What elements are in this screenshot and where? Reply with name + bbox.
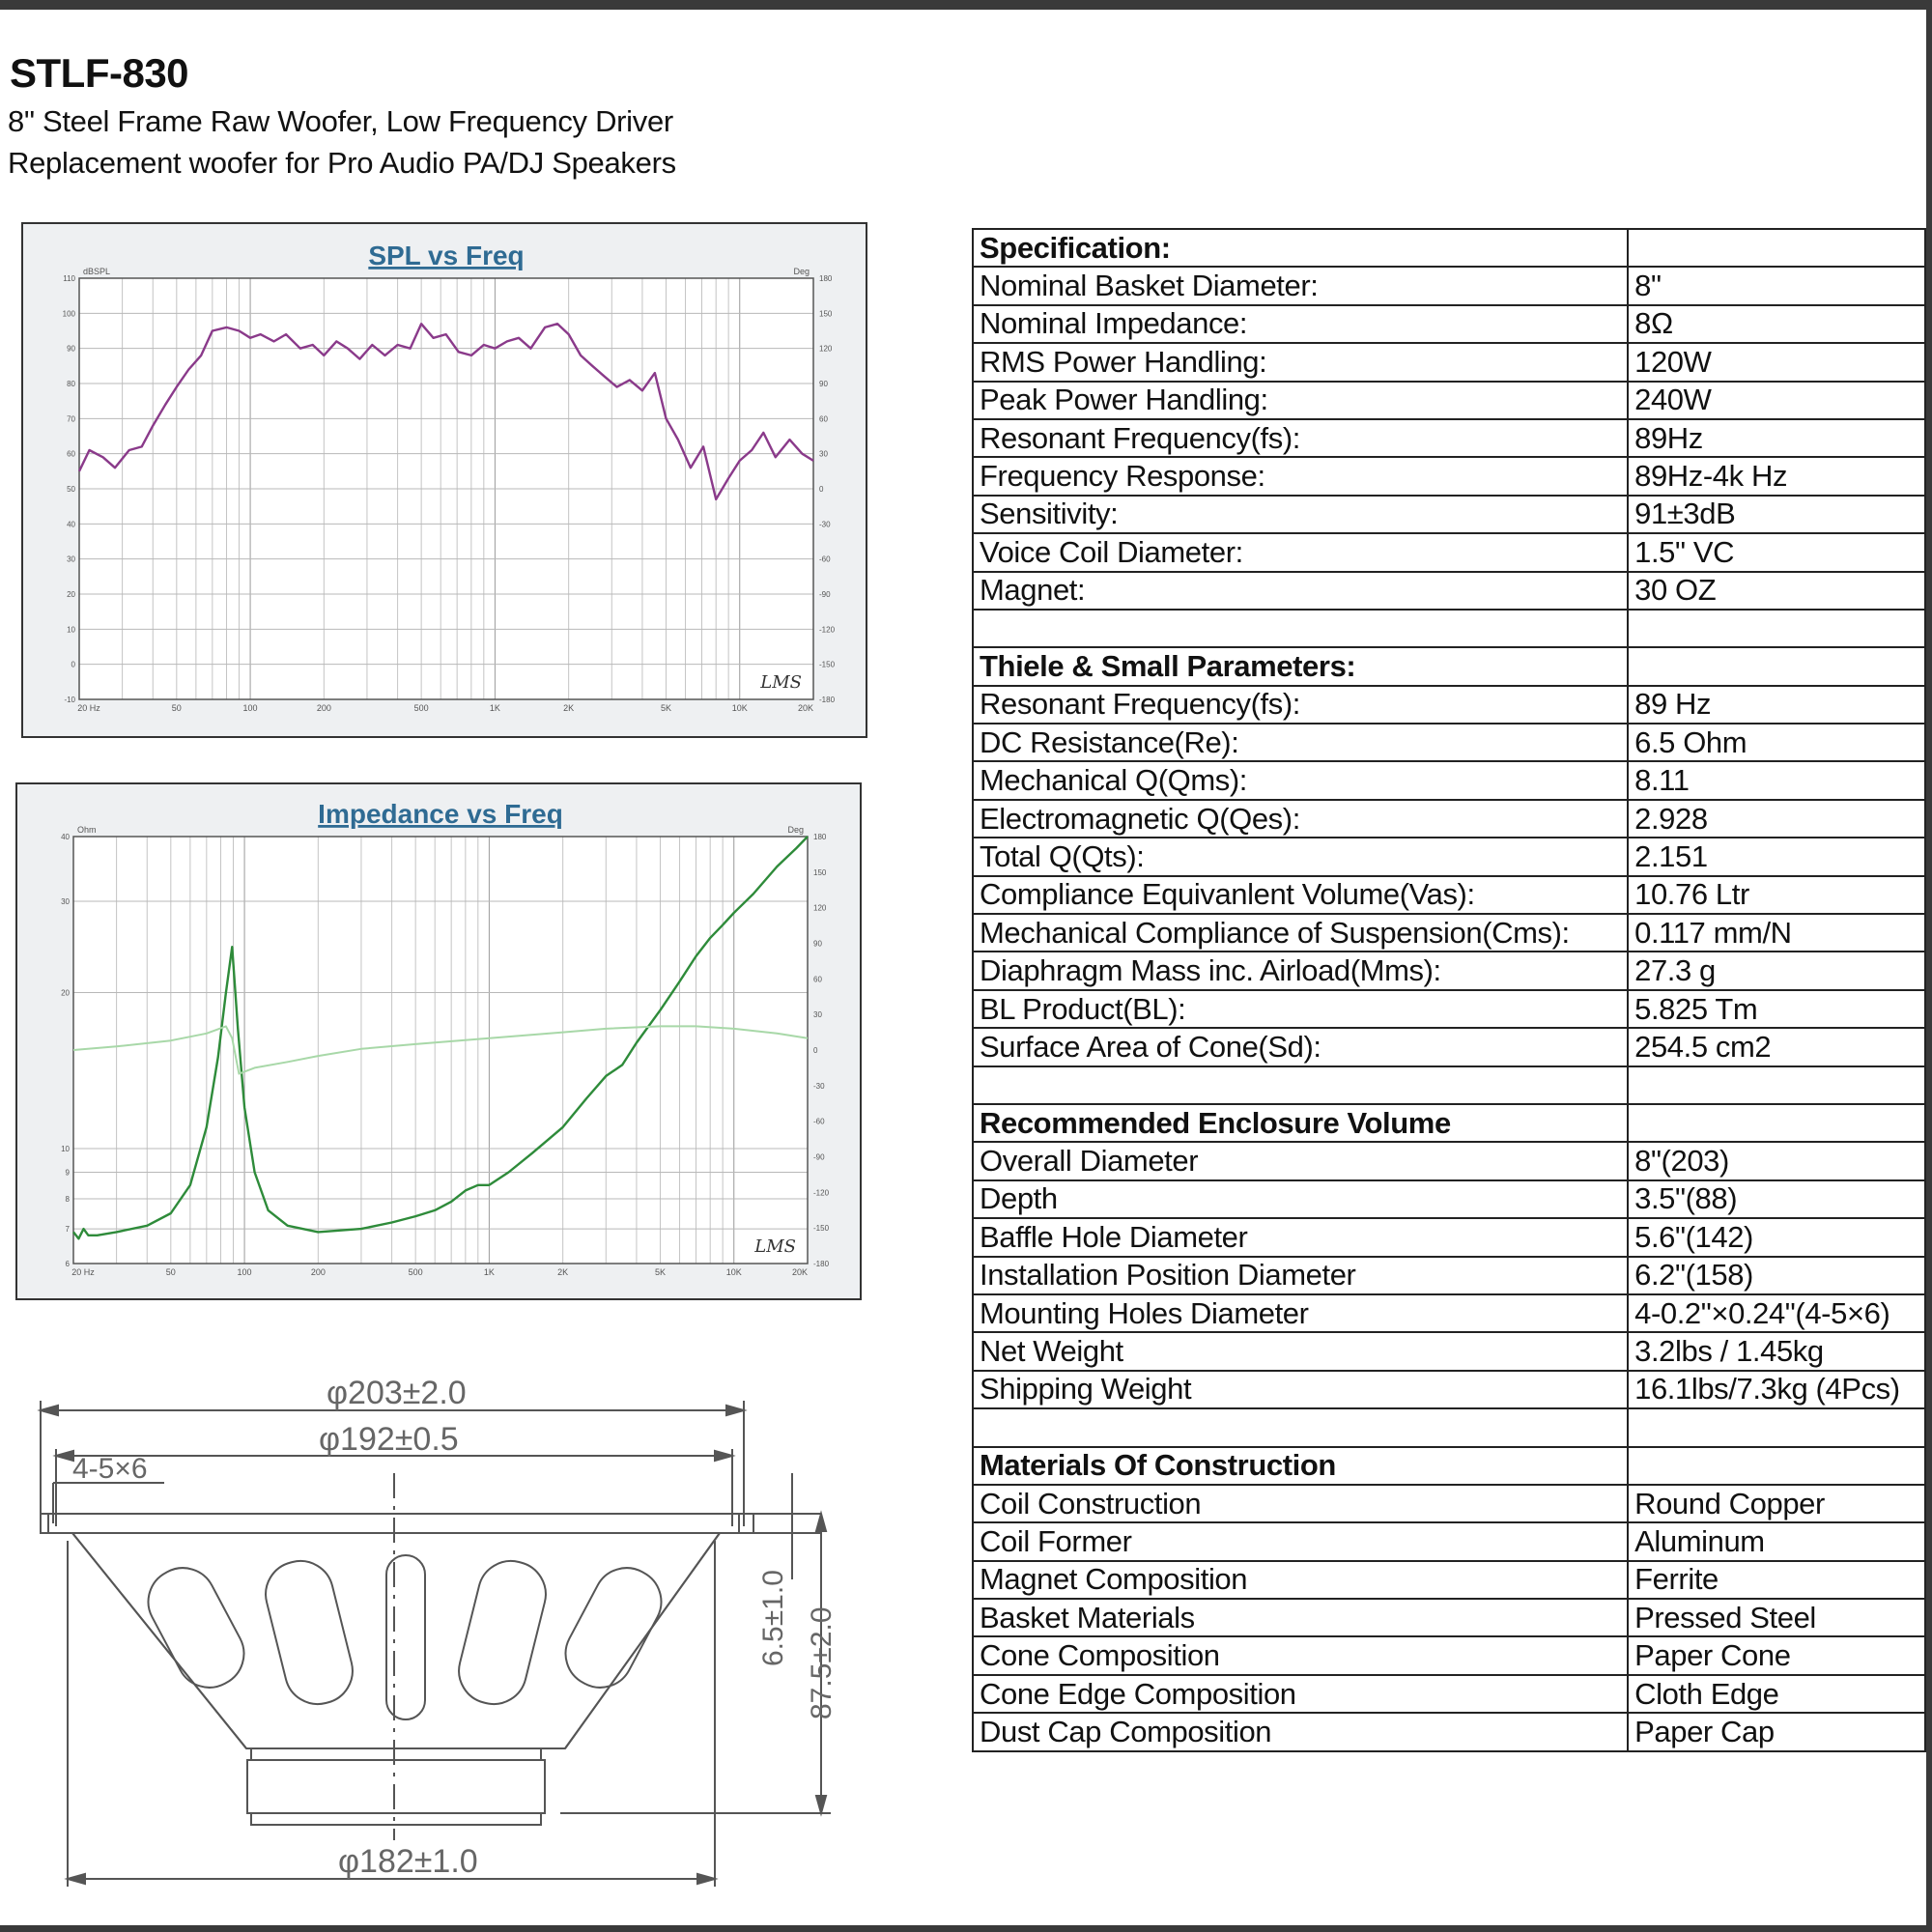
x-tick-label: 5K: [660, 703, 671, 713]
x-tick-label: 500: [413, 703, 429, 713]
y2-tick-label: 180: [813, 833, 827, 841]
y-tick-label: 20: [61, 988, 70, 998]
y-tick-label: 7: [65, 1225, 70, 1235]
spec-value: 91±3dB: [1628, 496, 1925, 533]
x-tick-label: 1K: [483, 1267, 495, 1277]
y-tick-label: 8: [65, 1194, 70, 1204]
spec-row: [973, 610, 1925, 647]
spec-label: Frequency Response:: [973, 457, 1628, 495]
x-tick-label: 5K: [654, 1267, 666, 1277]
spec-row: [973, 724, 1925, 761]
spec-row: [973, 343, 1925, 381]
spec-value: 89 Hz: [1628, 686, 1925, 724]
spec-row: [973, 1408, 1925, 1446]
y-axis-unit: dBSPL: [83, 267, 111, 276]
y-tick-label: 30: [61, 897, 70, 907]
spec-row: [973, 533, 1925, 571]
spec-label: Sensitivity:: [973, 496, 1628, 533]
x-tick-label: 1K: [489, 703, 500, 713]
spec-label: Diaphragm Mass inc. Airload(Mms):: [973, 952, 1628, 989]
model-title: STLF-830: [10, 50, 189, 96]
spec-value: Cloth Edge: [1628, 1675, 1925, 1713]
spec-row: [973, 1257, 1925, 1294]
spec-label: Coil Former: [973, 1522, 1628, 1560]
spec-row: [973, 382, 1925, 419]
spec-value: 8"(203): [1628, 1142, 1925, 1179]
spec-value: 89Hz-4k Hz: [1628, 457, 1925, 495]
spec-row: [973, 1028, 1925, 1065]
y-tick-label: 40: [67, 520, 75, 529]
spec-value: [1628, 610, 1925, 647]
spec-value: 2.928: [1628, 800, 1925, 838]
spec-label: Specification:: [973, 229, 1628, 267]
spec-row: [973, 914, 1925, 952]
spec-row: [973, 952, 1925, 989]
spec-row: [973, 1522, 1925, 1560]
spec-row: [973, 838, 1925, 875]
spec-label: Mechanical Compliance of Suspension(Cms):: [973, 914, 1628, 952]
spec-label: Magnet Composition: [973, 1561, 1628, 1599]
y2-tick-label: -120: [813, 1188, 830, 1198]
spec-row: [973, 876, 1925, 914]
spec-row: [973, 1180, 1925, 1218]
spec-label: Voice Coil Diameter:: [973, 533, 1628, 571]
y2-tick-label: 60: [813, 975, 822, 984]
spec-row: [973, 1371, 1925, 1408]
y2-tick-label: 180: [819, 274, 833, 283]
x-tick-label: 500: [408, 1267, 423, 1277]
spec-row: [973, 1294, 1925, 1332]
spec-label: BL Product(BL):: [973, 990, 1628, 1028]
spec-value: 16.1lbs/7.3kg (4Pcs): [1628, 1371, 1925, 1408]
y-tick-label: -10: [64, 696, 75, 704]
spec-value: Round Copper: [1628, 1485, 1925, 1522]
y-axis-unit: Ohm: [77, 825, 97, 835]
y-tick-label: 20: [67, 590, 75, 599]
spec-value: [1628, 1408, 1925, 1446]
spec-label: Nominal Impedance:: [973, 305, 1628, 343]
spec-section-header: [973, 229, 1925, 267]
lms-watermark: LMS: [754, 1236, 796, 1257]
spec-value: Aluminum: [1628, 1522, 1925, 1560]
spec-label: Compliance Equivanlent Volume(Vas):: [973, 876, 1628, 914]
y-tick-label: 0: [71, 660, 75, 669]
spec-label: Peak Power Handling:: [973, 382, 1628, 419]
spec-label: Net Weight: [973, 1332, 1628, 1370]
y2-tick-label: -60: [819, 554, 831, 564]
spec-row: [973, 572, 1925, 610]
spec-value: 0.117 mm/N: [1628, 914, 1925, 952]
spl-chart-panel: [21, 222, 867, 738]
y2-tick-label: -120: [819, 625, 836, 635]
spec-value: [1628, 647, 1925, 685]
x-tick-label: 200: [316, 703, 331, 713]
x-tick-label: 10K: [731, 703, 748, 713]
subtitle-line-2: Replacement woofer for Pro Audio PA/DJ Speakers: [8, 146, 676, 180]
spec-value: Paper Cone: [1628, 1636, 1925, 1674]
spec-row: [973, 990, 1925, 1028]
y2-tick-label: 30: [819, 449, 828, 459]
spec-row: [973, 457, 1925, 495]
x-tick-label: 200: [310, 1267, 326, 1277]
spec-label: Surface Area of Cone(Sd):: [973, 1028, 1628, 1065]
spec-label: Cone Edge Composition: [973, 1675, 1628, 1713]
spec-row: [973, 1485, 1925, 1522]
spec-row: [973, 761, 1925, 799]
y-tick-label: 50: [67, 485, 75, 494]
x-tick-label: 2K: [563, 703, 575, 713]
y-tick-label: 70: [67, 414, 75, 424]
impedance-chart-panel: [15, 782, 862, 1300]
y2-tick-label: -30: [819, 520, 831, 529]
x-tick-label: 20 Hz: [77, 703, 100, 713]
spec-value: 4-0.2"×0.24"(4-5×6): [1628, 1294, 1925, 1332]
spec-value: 254.5 cm2: [1628, 1028, 1925, 1065]
y2-tick-label: 30: [813, 1010, 822, 1020]
spec-value: Ferrite: [1628, 1561, 1925, 1599]
x-tick-label: 20K: [797, 703, 813, 713]
chart-title: Impedance vs Freq: [318, 799, 563, 829]
y2-tick-label: -90: [813, 1152, 825, 1162]
x-tick-label: 100: [237, 1267, 252, 1277]
spec-label: Total Q(Qts):: [973, 838, 1628, 875]
spec-value: [1628, 1066, 1925, 1104]
plot-area: [73, 837, 808, 1264]
x-tick-label: 2K: [557, 1267, 569, 1277]
y2-tick-label: 0: [813, 1046, 818, 1055]
dim-overall-depth: 87.5±2.0: [806, 1606, 838, 1719]
spec-label: Installation Position Diameter: [973, 1257, 1628, 1294]
spec-value: 3.2lbs / 1.45kg: [1628, 1332, 1925, 1370]
y-tick-label: 10: [67, 625, 75, 635]
spec-label: Recommended Enclosure Volume: [973, 1104, 1628, 1142]
spec-label: RMS Power Handling:: [973, 343, 1628, 381]
spec-value: 8": [1628, 267, 1925, 304]
spec-label: Mechanical Q(Qms):: [973, 761, 1628, 799]
x-tick-label: 50: [171, 703, 182, 713]
spec-value: [1628, 229, 1925, 267]
spec-label: Cone Composition: [973, 1636, 1628, 1674]
spec-label: Resonant Frequency(fs):: [973, 419, 1628, 457]
spec-row: [973, 1675, 1925, 1713]
spec-value: 27.3 g: [1628, 952, 1925, 989]
woofer-dimension-drawing: [19, 1357, 840, 1898]
y2-tick-label: -180: [813, 1260, 830, 1268]
spec-value: 8.11: [1628, 761, 1925, 799]
spec-label: Dust Cap Composition: [973, 1713, 1628, 1750]
x-tick-label: 100: [242, 703, 258, 713]
spec-value: 6.2"(158): [1628, 1257, 1925, 1294]
spec-value: 240W: [1628, 382, 1925, 419]
spec-row: [973, 1332, 1925, 1370]
spec-value: 89Hz: [1628, 419, 1925, 457]
spec-label: Shipping Weight: [973, 1371, 1628, 1408]
spec-value: [1628, 1104, 1925, 1142]
y2-tick-label: -150: [813, 1224, 830, 1234]
spec-row: [973, 1713, 1925, 1750]
y2-tick-label: 0: [819, 485, 824, 494]
y-tick-label: 30: [67, 554, 75, 564]
spec-section-header: [973, 1104, 1925, 1142]
spec-label: [973, 1408, 1628, 1446]
y-tick-label: 40: [61, 833, 70, 841]
spec-label: Materials Of Construction: [973, 1447, 1628, 1485]
lms-watermark: LMS: [760, 672, 802, 693]
dim-flange-height: 6.5±1.0: [757, 1570, 789, 1666]
y2-tick-label: -90: [819, 590, 831, 599]
y2-tick-label: 120: [813, 903, 827, 913]
spec-row: [973, 305, 1925, 343]
spec-table: [972, 228, 1926, 1752]
spec-row: [973, 800, 1925, 838]
spec-value: 30 OZ: [1628, 572, 1925, 610]
spec-row: [973, 267, 1925, 304]
spec-value: 6.5 Ohm: [1628, 724, 1925, 761]
y2-tick-label: 150: [813, 867, 827, 877]
spec-label: DC Resistance(Re):: [973, 724, 1628, 761]
y2-tick-label: 150: [819, 309, 833, 319]
y2-axis-unit: Deg: [793, 267, 810, 276]
y2-tick-label: 90: [813, 939, 822, 949]
spec-label: [973, 1066, 1628, 1104]
spec-label: Baffle Hole Diameter: [973, 1218, 1628, 1256]
spec-label: Coil Construction: [973, 1485, 1628, 1522]
spec-value: 1.5" VC: [1628, 533, 1925, 571]
y-tick-label: 110: [63, 274, 75, 283]
spec-section-header: [973, 647, 1925, 685]
datasheet-page: [0, 10, 1926, 1925]
spec-row: [973, 419, 1925, 457]
y2-tick-label: -150: [819, 660, 836, 669]
dim-magnet-diameter: φ182±1.0: [338, 1843, 478, 1880]
dim-outer-diameter: φ203±2.0: [327, 1375, 467, 1411]
x-tick-label: 20 Hz: [71, 1267, 95, 1277]
spec-label: Electromagnetic Q(Qes):: [973, 800, 1628, 838]
spec-label: Thiele & Small Parameters:: [973, 647, 1628, 685]
y2-tick-label: 60: [819, 414, 828, 424]
dim-inner-diameter: φ192±0.5: [319, 1421, 459, 1458]
spec-label: Overall Diameter: [973, 1142, 1628, 1179]
spec-value: 3.5"(88): [1628, 1180, 1925, 1218]
spec-value: 8Ω: [1628, 305, 1925, 343]
chart-title: SPL vs Freq: [368, 241, 525, 270]
spec-value: 10.76 Ltr: [1628, 876, 1925, 914]
dim-mounting-holes: 4-5×6: [72, 1453, 148, 1485]
spec-label: Basket Materials: [973, 1599, 1628, 1636]
spec-value: 2.151: [1628, 838, 1925, 875]
y2-tick-label: -180: [819, 696, 836, 704]
x-tick-label: 10K: [725, 1267, 742, 1277]
spec-label: Nominal Basket Diameter:: [973, 267, 1628, 304]
subtitle-line-1: 8" Steel Frame Raw Woofer, Low Frequency Driver: [8, 104, 673, 138]
y2-tick-label: 120: [819, 344, 833, 354]
y-tick-label: 60: [67, 449, 75, 459]
y-tick-label: 9: [65, 1168, 70, 1178]
spec-row: [973, 686, 1925, 724]
spl-chart: [23, 224, 866, 736]
spec-label: Mounting Holes Diameter: [973, 1294, 1628, 1332]
y-tick-label: 100: [62, 309, 75, 319]
spec-value: 5.6"(142): [1628, 1218, 1925, 1256]
spec-value: Paper Cap: [1628, 1713, 1925, 1750]
y-tick-label: 10: [61, 1144, 70, 1153]
spec-value: [1628, 1447, 1925, 1485]
spec-label: [973, 610, 1628, 647]
spec-label: Resonant Frequency(fs):: [973, 686, 1628, 724]
y2-axis-unit: Deg: [787, 825, 804, 835]
x-tick-label: 50: [165, 1267, 176, 1277]
spec-value: Pressed Steel: [1628, 1599, 1925, 1636]
y2-tick-label: -30: [813, 1081, 825, 1091]
spec-row: [973, 1636, 1925, 1674]
impedance-chart: [17, 784, 860, 1298]
spec-row: [973, 1066, 1925, 1104]
spec-label: Magnet:: [973, 572, 1628, 610]
spec-row: [973, 1561, 1925, 1599]
y-tick-label: 80: [67, 380, 75, 388]
spec-row: [973, 1218, 1925, 1256]
y-tick-label: 6: [65, 1260, 70, 1268]
y-tick-label: 90: [67, 344, 75, 354]
y2-tick-label: -60: [813, 1117, 825, 1126]
spec-section-header: [973, 1447, 1925, 1485]
y2-tick-label: 90: [819, 380, 828, 388]
spec-row: [973, 496, 1925, 533]
spec-label: Depth: [973, 1180, 1628, 1218]
x-tick-label: 20K: [791, 1267, 808, 1277]
spec-value: 5.825 Tm: [1628, 990, 1925, 1028]
spec-row: [973, 1142, 1925, 1179]
spec-value: 120W: [1628, 343, 1925, 381]
spec-row: [973, 1599, 1925, 1636]
